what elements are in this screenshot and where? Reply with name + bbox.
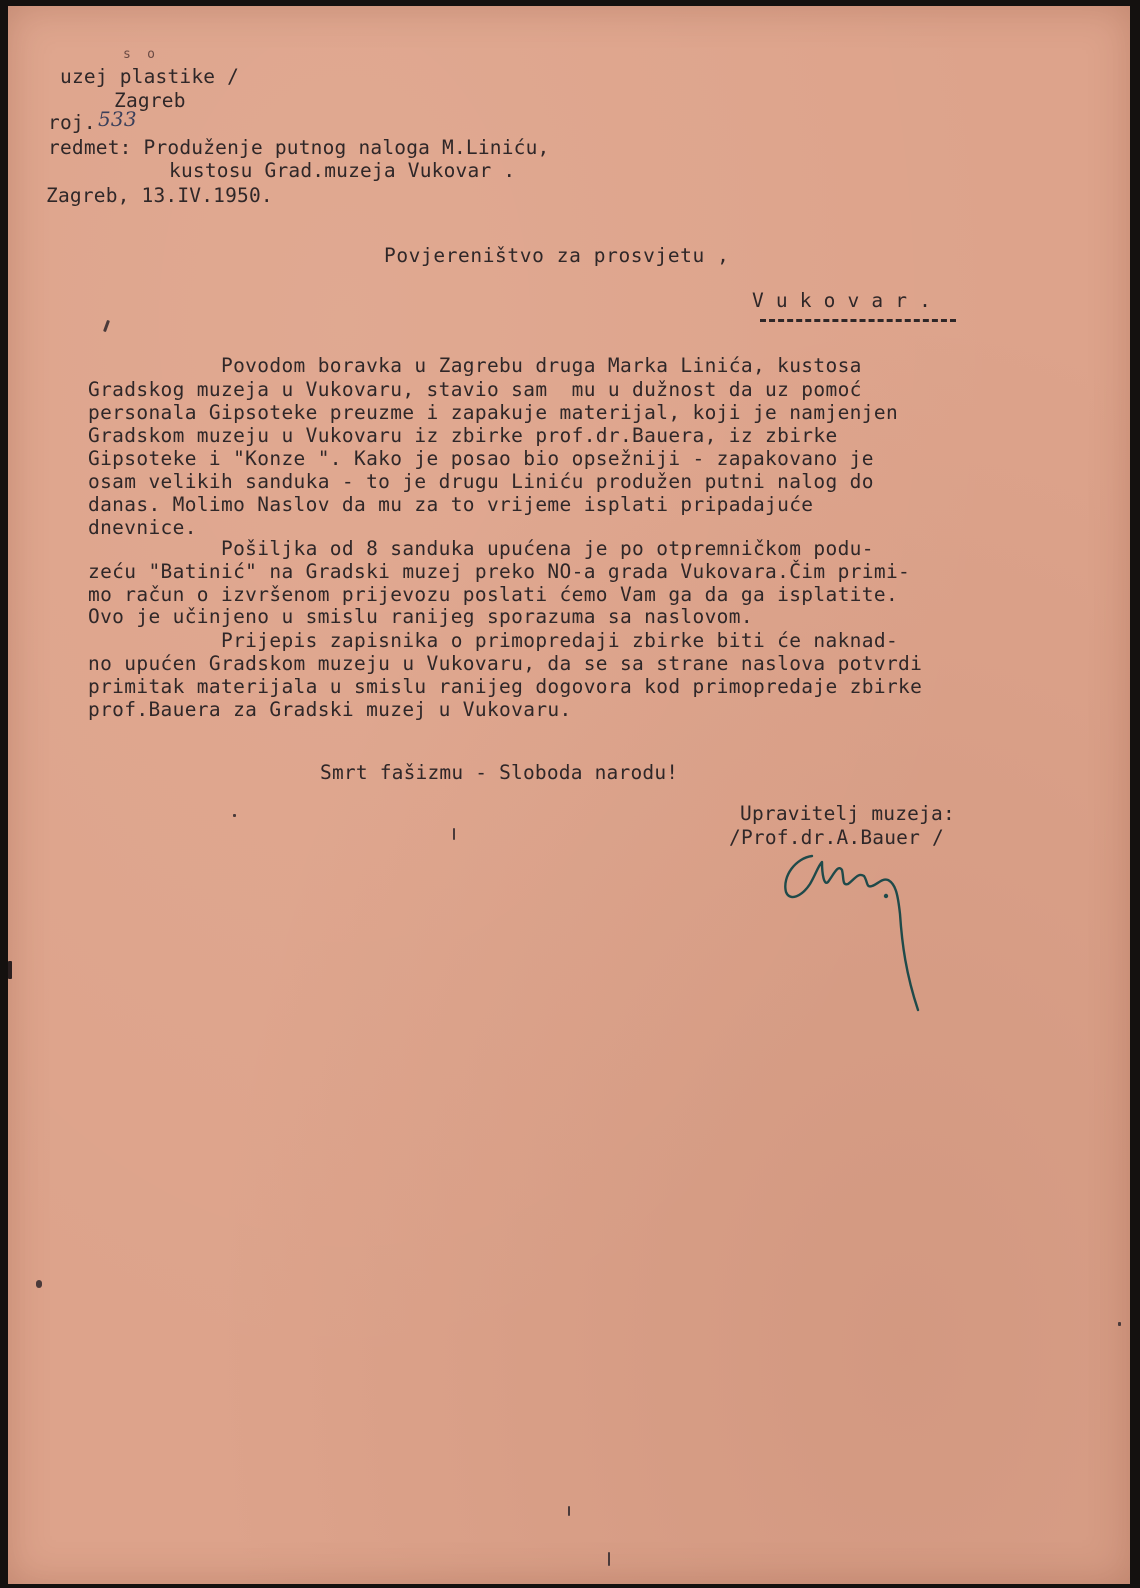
- subject-line-1: redmet: Produženje putnog naloga M.Liniću,: [48, 136, 550, 159]
- signer-title: Upravitelj muzeja:: [740, 802, 955, 825]
- paper-speck: [453, 828, 455, 840]
- body-line-4: Gradskom muzeju u Vukovaru iz zbirke prof.dr.Bauera, iz zbirke: [88, 424, 838, 447]
- recipient-underline: [760, 319, 956, 322]
- paper-speck: [8, 961, 12, 979]
- recipient-city: V u k o v a r .: [752, 289, 932, 312]
- body-line-9: Pošiljka od 8 sanduka upućena je po otpremničkom podu-: [88, 537, 874, 560]
- subject-line-2: kustosu Grad.muzeja Vukovar .: [169, 159, 516, 182]
- body-line-7: danas. Molimo Naslov da mu za to vrijeme isplati pripadajuće: [88, 493, 814, 516]
- document-page: [8, 6, 1130, 1584]
- letter-date: Zagreb, 13.IV.1950.: [46, 184, 273, 207]
- institution-name: uzej plastike /: [60, 65, 240, 88]
- body-line-1: Povodom boravka u Zagrebu druga Marka Linića, kustosa: [88, 354, 862, 377]
- reference-number-handwritten: 533: [98, 107, 137, 131]
- closing-salutation: Smrt fašizmu - Sloboda narodu!: [320, 761, 679, 784]
- body-line-10: zeću "Batinić" na Gradski muzej preko NO-a grada Vukovara.Čim primi-: [88, 560, 911, 583]
- paper-speck: [1118, 1322, 1121, 1326]
- paper-speck: [233, 814, 236, 817]
- paper-speck: [608, 1552, 610, 1566]
- body-line-6: osam velikih sanduka - to je drugu Liniću produžen putni nalog do: [88, 470, 874, 493]
- reference-number-label: roj.: [48, 111, 96, 134]
- faint-mark: s o: [123, 47, 156, 62]
- paper-speck: [36, 1280, 42, 1288]
- body-line-13: Prijepis zapisnika o primopredaji zbirke biti će naknad-: [88, 629, 899, 652]
- recipient-name: Povjereništvo za prosvjetu ,: [384, 244, 730, 267]
- paper-speck: [568, 1506, 570, 1516]
- paper-speck: [103, 320, 110, 332]
- body-line-11: mo račun o izvršenom prijevozu poslati ćemo Vam ga da ga isplatite.: [88, 583, 899, 606]
- body-line-12: Ovo je učinjeno u smislu ranijeg sporazuma sa naslovom.: [88, 605, 753, 628]
- signer-name: /Prof.dr.A.Bauer /: [729, 826, 944, 849]
- body-line-5: Gipsoteke i "Konze ". Kako je posao bio opsežniji - zapakovano je: [88, 447, 874, 470]
- body-line-15: primitak materijala u smislu ranijeg dogovora kod primopredaje zbirke: [88, 675, 923, 698]
- handwritten-signature: [778, 844, 958, 1024]
- body-line-3: personala Gipsoteke preuzme i zapakuje materijal, koji je namjenjen: [88, 401, 899, 424]
- body-line-16: prof.Bauera za Gradski muzej u Vukovaru.: [88, 698, 572, 721]
- body-line-14: no upućen Gradskom muzeju u Vukovaru, da se sa strane naslova potvrdi: [88, 652, 923, 675]
- body-line-2: Gradskog muzeja u Vukovaru, stavio sam mu u dužnost da uz pomoć: [88, 378, 862, 401]
- institution-city: Zagreb: [114, 89, 186, 112]
- body-line-8: dnevnice.: [88, 516, 197, 539]
